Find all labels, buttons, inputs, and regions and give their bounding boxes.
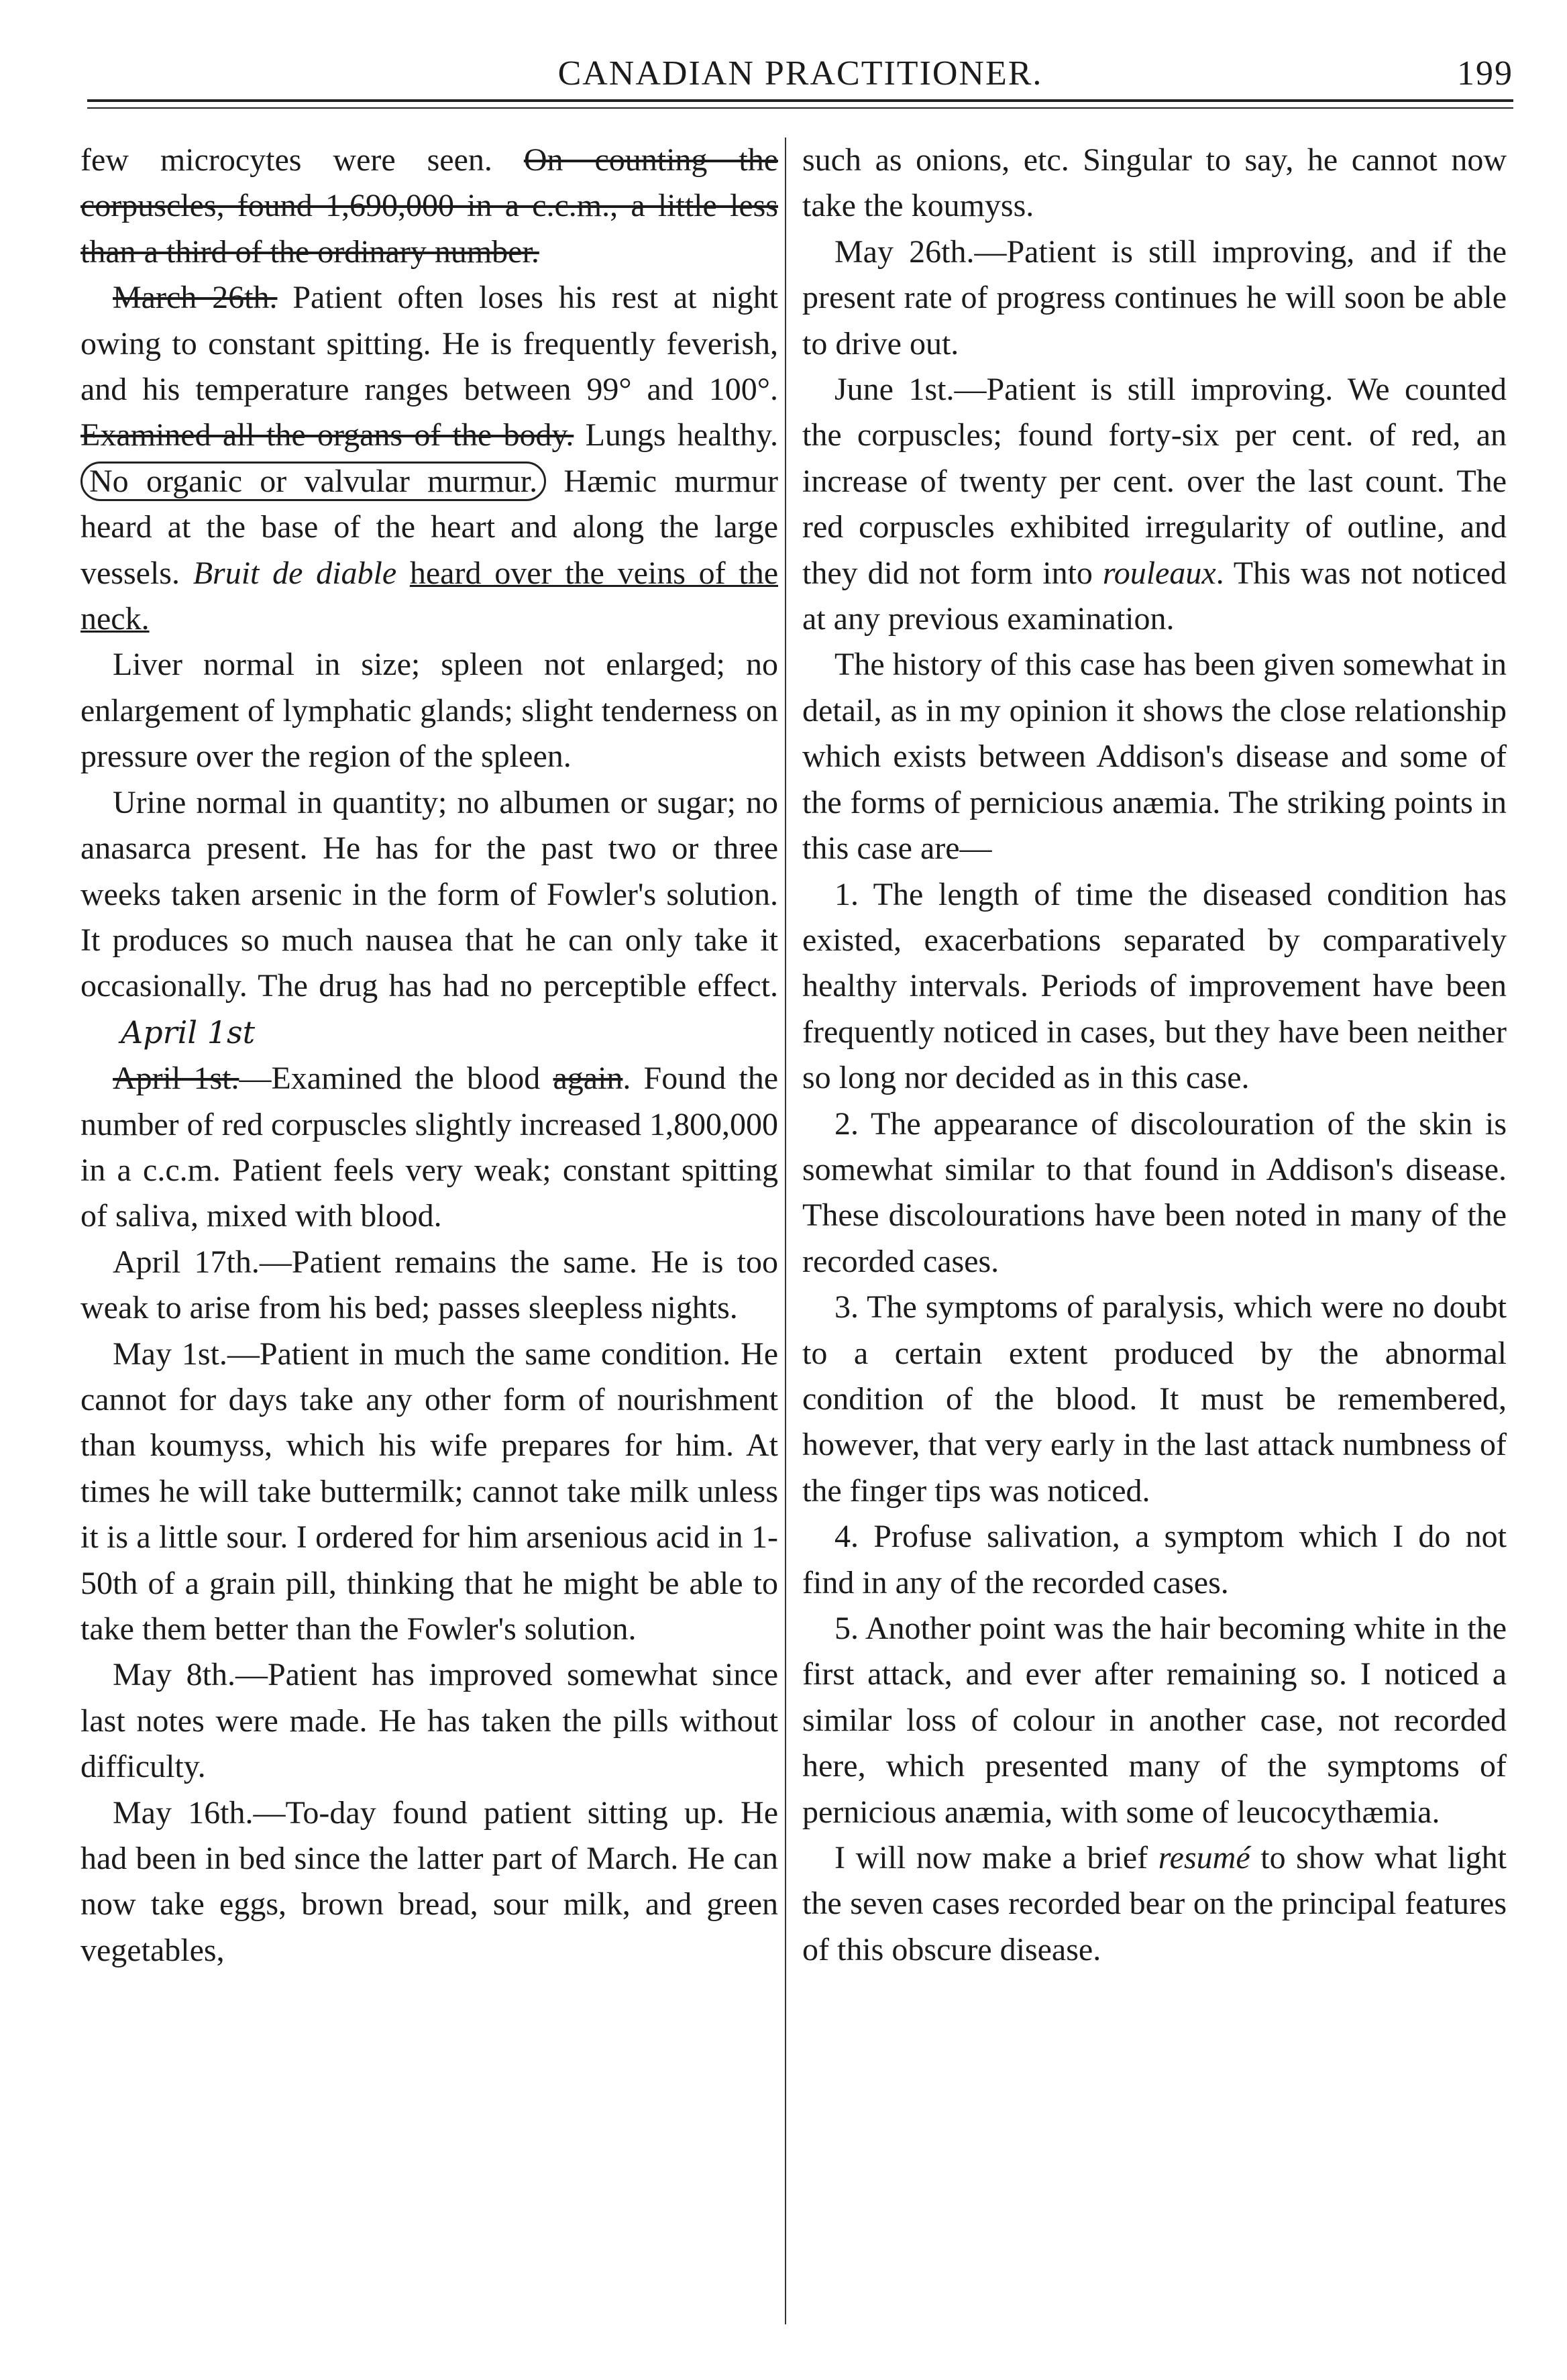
header-rule bbox=[87, 99, 1513, 102]
paragraph bbox=[80, 138, 778, 275]
paragraph: 4. Profuse salivation, a symptom which I do not find in any of the recorded cases. bbox=[802, 1519, 1507, 1601]
text-span: heard over the veins of the neck. bbox=[80, 555, 779, 637]
paragraph: The history of this case has been given somewhat in detail, as in my opinion it shows the close relationship which exists between Addison's disease and some of the forms of pernicious anæmia. The striking points in this case are— bbox=[802, 647, 1507, 867]
paragraph: May 26th.—Patient is still improving, and if the present rate of progress continues he will soon be able to drive out. bbox=[802, 233, 1507, 362]
paragraph: 2. The appearance of discolouration of the skin is somewhat similar to that found in Addison's disease. These discolourations have been noted in many of the recorded cases. bbox=[802, 1105, 1507, 1279]
struck-text: On counting the corpuscles, found 1,690,000 in a c.c.m., a little less than a third of the ordinary number. bbox=[80, 142, 778, 270]
italic-text: rouleaux bbox=[1102, 555, 1216, 591]
paragraph bbox=[80, 275, 778, 642]
right-column bbox=[802, 138, 1507, 1973]
text-span: June 1st.—Patient is still improving. We counted the corpuscles; found forty-six per cent. of red, an increase of twenty per cent. over the last count. The red corpuscles exhibited irregularity of outline, and they did not form into bbox=[802, 372, 1507, 591]
handwritten-note: April 1st bbox=[121, 1014, 256, 1050]
paragraph bbox=[80, 1056, 778, 1240]
paragraph: 3. The symptoms of paralysis, which were no doubt to a certain extent produced by the abnormal condition of the blood. It must be remembered, however, that very early in the last attack numbness of the finger tips was noticed. bbox=[802, 1289, 1507, 1509]
paragraph bbox=[802, 1835, 1507, 1973]
text-span: I will now make a brief bbox=[834, 1840, 1148, 1876]
text-span: . This was not noticed at any previous examination. bbox=[802, 555, 1507, 637]
paragraph: 1. The length of time the diseased condition has existed, exacerbations separated by comparatively healthy intervals. Periods of improvement have been frequently noticed in cases, but they have been neither so long nor decided as in this case. bbox=[802, 876, 1507, 1096]
italic-text: resumé bbox=[1158, 1840, 1250, 1876]
paragraph: April 17th.—Patient remains the same. He is too weak to arise from his bed; passes sleepless nights. bbox=[80, 1244, 778, 1326]
paragraph bbox=[802, 367, 1507, 642]
text-span: Hæmic murmur heard at the base of the heart and along the large vessels. bbox=[80, 463, 779, 591]
paragraph: 5. Another point was the hair becoming white in the first attack, and ever after remaining so. I noticed a similar loss of colour in another case, not recorded here, which presented many of the symptoms of pernicious anæmia, with some of leucocythæmia. bbox=[802, 1611, 1507, 1830]
text-span: to show what light the seven cases recorded bear on the principal features of this obscure disease. bbox=[802, 1840, 1507, 1967]
page-header bbox=[87, 47, 1513, 101]
paragraph: May 8th.—Patient has improved somewhat since last notes were made. He has taken the pills without difficulty. bbox=[80, 1657, 778, 1785]
page-number: 199 bbox=[1457, 54, 1513, 93]
text-span: —Examined the blood bbox=[239, 1061, 541, 1097]
text-span: Patient often loses his rest at night owing to constant spitting. He is frequently feverish, and his temperature ranges between 99° and 100°. bbox=[80, 280, 779, 408]
struck-text: Examined all the organs of the body. bbox=[80, 417, 574, 453]
running-title: CANADIAN PRACTITIONER. bbox=[557, 54, 1043, 93]
paragraph: such as onions, etc. Singular to say, he cannot now take the koumyss. bbox=[802, 142, 1507, 224]
text-span: Lungs healthy. bbox=[585, 417, 778, 453]
paragraph: Liver normal in size; spleen not enlarged; no enlargement of lymphatic glands; slight tenderness on pressure over the region of the spleen. bbox=[80, 647, 778, 775]
italic-text: Bruit de diable bbox=[193, 555, 397, 591]
header-rule-thin bbox=[87, 107, 1513, 109]
struck-text: April 1st. bbox=[113, 1061, 239, 1097]
paragraph: May 16th.—To-day found patient sitting up. He had been in bed since the latter part of March. He can now take eggs, brown bread, sour milk, and green vegetables, bbox=[80, 1794, 778, 1968]
paragraph: May 1st.—Patient in much the same condition. He cannot for days take any other form of nourishment than koumyss, which his wife prepares for him. At times he will take buttermilk; cannot take milk unless it is a little sour. I ordered for him arsenious acid in 1-50th of a grain pill, thinking that he might be able to take them better than the Fowler's solution. bbox=[80, 1336, 778, 1647]
text-span: . Found the number of red corpuscles slightly increased 1,800,000 in a c.c.m. Patient feels very weak; constant spitting of saliva, mixed with blood. bbox=[80, 1061, 779, 1234]
left-column bbox=[80, 138, 778, 1973]
circled-text: No organic or valvular murmur. bbox=[80, 462, 546, 501]
text-span: few microcytes were seen. bbox=[80, 142, 492, 178]
struck-text: March 26th. bbox=[113, 280, 278, 316]
struck-text: again bbox=[553, 1061, 623, 1097]
column-divider bbox=[785, 138, 786, 2324]
text-span: Urine normal in quantity; no albumen or sugar; no anasarca present. He has for the past two or three weeks taken arsenic in the form of Fowler's solution. It produces so much nausea that he can only take it occasionally. The drug has had no perceptible effect. bbox=[80, 784, 778, 1004]
paragraph bbox=[80, 780, 778, 1056]
